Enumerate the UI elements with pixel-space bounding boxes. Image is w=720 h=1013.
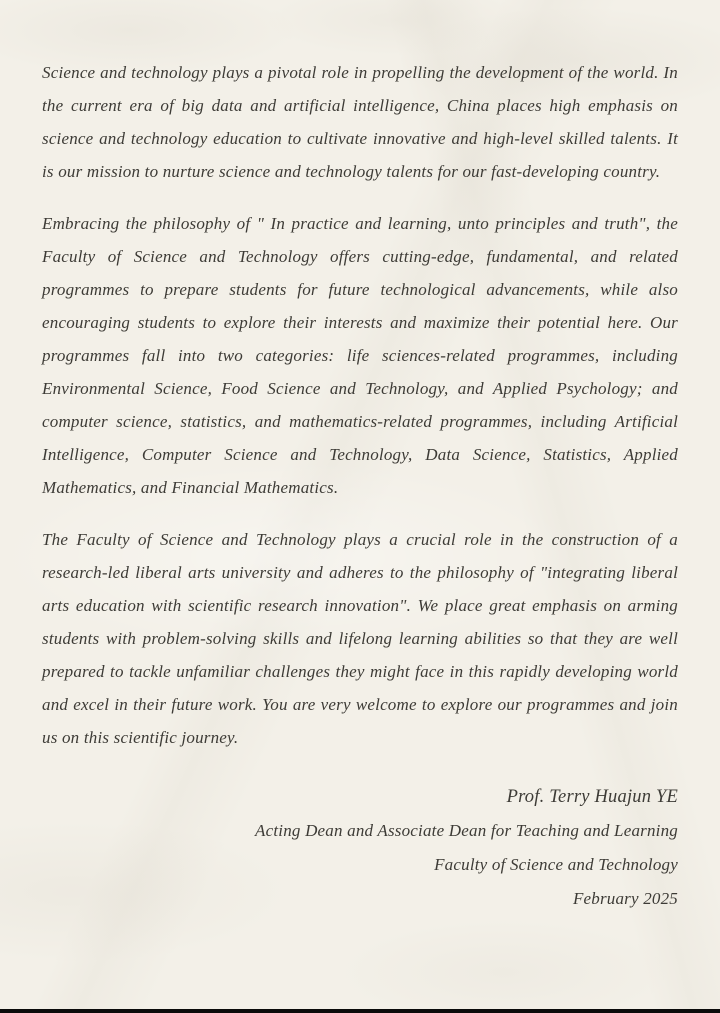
signature-faculty: Faculty of Science and Technology <box>434 855 678 874</box>
letter-paragraph-3: The Faculty of Science and Technology plays a crucial role in the construction of a research-led liberal arts university and adheres to the philosophy of "integrating liberal arts education with scientific research innovation". We place great emphasis on arming students with problem-solving skills and lifelong learning abilities so that they are well prepared to tackle unfamiliar challenges they might face in this rapidly developing world and excel in their future work. You are very welcome to explore our programmes and join us on this scientific journey. <box>42 530 678 747</box>
bottom-bar <box>0 1009 720 1013</box>
letter-body <box>42 56 678 754</box>
letter-paragraph-2: Embracing the philosophy of " In practice and learning, unto principles and truth", the Faculty of Science and Technology offers cutting-edge, fundamental, and related programmes to prepare students for future technological advancements, while also encouraging students to explore their interests and maximize their potential here. Our programmes fall into two categories: life sciences-related programmes, including Environmental Science, Food Science and Technology, and Applied Psychology; and computer science, statistics, and mathematics-related programmes, including Artificial Intelligence, Computer Science and Technology, Data Science, Statistics, Applied Mathematics, and Financial Mathematics. <box>42 214 678 497</box>
signature-title: Acting Dean and Associate Dean for Teaching and Learning <box>255 821 678 840</box>
signature-block <box>42 780 678 916</box>
signature-date: February 2025 <box>572 889 678 908</box>
letter-paragraph-1: Science and technology plays a pivotal role in propelling the development of the world. In the current era of big data and artificial intelligence, China places high emphasis on science and technology education to cultivate innovative and high-level skilled talents. It is our mission to nurture science and technology talents for our fast-developing country. <box>42 63 678 181</box>
signature-name: Prof. Terry Huajun YE <box>506 787 678 807</box>
